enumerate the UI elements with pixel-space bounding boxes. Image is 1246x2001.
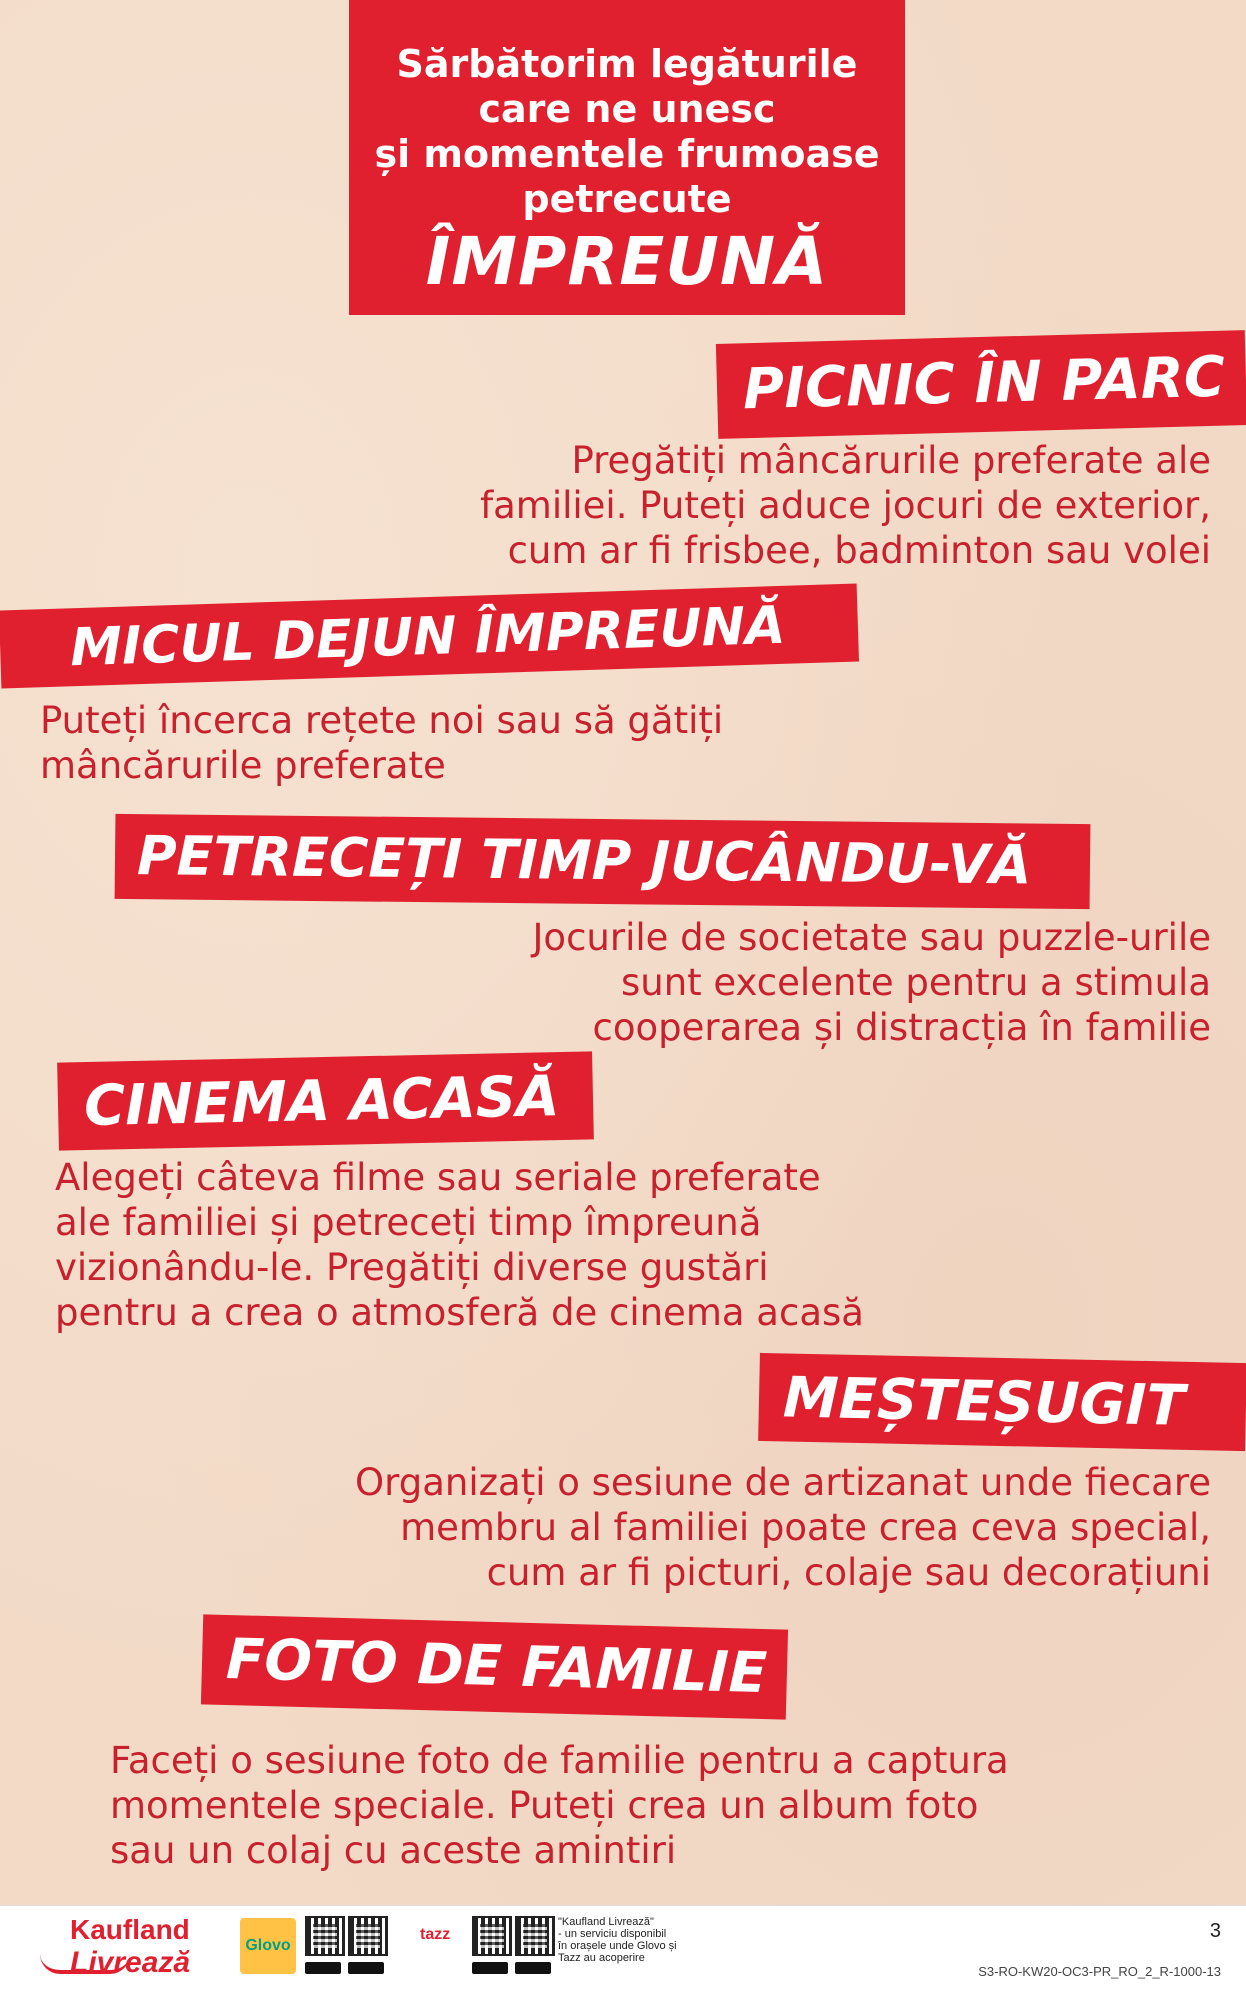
section-description xyxy=(55,1155,1055,1335)
section-description xyxy=(311,438,1211,573)
hero-line: Sărbătorim legăturile xyxy=(396,42,858,86)
description-line: Faceți o sesiune foto de familie pentru a captura xyxy=(110,1739,1009,1782)
section-title: PETRECEȚI TIMP JUCÂNDU-VĂ xyxy=(136,824,1032,897)
qr-code-icon xyxy=(472,1916,512,1956)
note-line: Tazz au acoperire xyxy=(558,1952,645,1964)
section-title-banner xyxy=(201,1614,788,1719)
service-note xyxy=(558,1916,677,1964)
hero-highlight: ÎMPREUNĂ xyxy=(425,223,829,300)
description-line: Puteți încerca rețete noi sau să gătiți xyxy=(40,699,724,742)
section-description xyxy=(40,698,940,788)
tazz-logo: tazz xyxy=(420,1926,451,1943)
section-title: CINEMA ACASĂ xyxy=(83,1064,560,1140)
section-title: PICNIC ÎN PARC xyxy=(742,344,1226,423)
qr-code-icon xyxy=(348,1916,388,1956)
description-line: familiei. Puteți aduce jocuri de exterior, xyxy=(480,484,1211,527)
description-line: sau un colaj cu aceste amintiri xyxy=(110,1829,677,1872)
hero-line: și momentele frumoase xyxy=(374,132,880,176)
glovo-logo: Glovo xyxy=(240,1918,296,1974)
hero-box xyxy=(349,0,905,315)
qr-code-icon xyxy=(515,1916,555,1956)
description-line: cooperarea și distracția în familie xyxy=(592,1006,1211,1049)
app-store-badge-icon xyxy=(515,1962,551,1974)
section-title-banner xyxy=(115,814,1091,909)
description-line: Pregătiți mâncărurile preferate ale xyxy=(571,439,1211,482)
section-title: MEȘTEȘUGIT xyxy=(782,1365,1186,1439)
footer xyxy=(0,1905,1246,2001)
section-title: FOTO DE FAMILIE xyxy=(225,1626,768,1707)
description-line: sunt excelente pentru a stimula xyxy=(620,961,1211,1004)
description-line: Organizați o sesiune de artizanat unde fiecare xyxy=(355,1461,1211,1504)
note-line: "Kaufland Livrează" xyxy=(558,1916,654,1928)
section-title-banner xyxy=(0,584,859,689)
app-store-badge-icon xyxy=(348,1962,384,1974)
note-line: în orașele unde Glovo și xyxy=(558,1940,677,1952)
section-title-banner xyxy=(716,330,1246,439)
section-description xyxy=(311,915,1211,1050)
description-line: pentru a crea o atmosferă de cinema acasă xyxy=(55,1291,864,1334)
description-line: cum ar fi frisbee, badminton sau volei xyxy=(507,529,1211,572)
description-line: membru al familiei poate crea ceva special, xyxy=(400,1506,1211,1549)
section-title-banner xyxy=(758,1353,1246,1451)
note-line: - un serviciu disponibil xyxy=(558,1928,667,1940)
kaufland-livreaza-logo xyxy=(40,1914,240,1984)
description-line: Alegeți câteva filme sau seriale preferate xyxy=(55,1156,821,1199)
description-line: Jocurile de societate sau puzzle-urile xyxy=(532,916,1211,959)
description-line: ale familiei și petreceți timp împreună xyxy=(55,1201,762,1244)
google-play-badge-icon xyxy=(305,1962,341,1974)
description-line: vizionându-le. Pregătiți diverse gustări xyxy=(55,1246,769,1289)
qr-code-icon xyxy=(305,1916,345,1956)
section-title: MICUL DEJUN ÎMPREUNĂ xyxy=(69,595,787,679)
description-line: momentele speciale. Puteți crea un album foto xyxy=(110,1784,979,1827)
section-description xyxy=(211,1460,1211,1595)
document-code: S3-RO-KW20-OC3-PR_RO_2_R-1000-13 xyxy=(978,1964,1221,1979)
google-play-badge-icon xyxy=(472,1962,508,1974)
logo-bottom-text: Livrează xyxy=(70,1946,191,1979)
description-line: mâncărurile preferate xyxy=(40,744,446,787)
hero-line: petrecute xyxy=(522,177,732,221)
section-title-banner xyxy=(57,1051,594,1150)
section-description xyxy=(110,1738,1160,1873)
page-number: 3 xyxy=(1209,1920,1221,1942)
hero-line: care ne unesc xyxy=(478,87,776,131)
description-line: cum ar fi picturi, colaje sau decorațiuni xyxy=(486,1551,1211,1594)
logo-top-text: Kaufland xyxy=(70,1914,190,1945)
